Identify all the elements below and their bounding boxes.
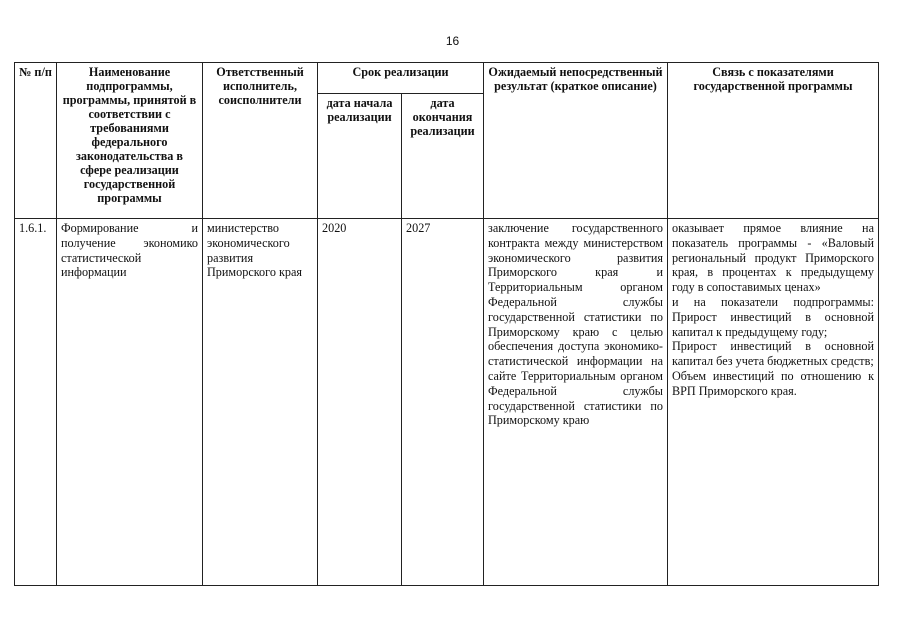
cell-result: заключение государственного контракта между министерством экономического развития Приморского края и Территориальным органом Федеральной службы государственной статистики по Приморскому краю с целью обеспечения доступа экономико-статистической информации на сайте Территориальным органом Федеральной службы государственной статистики по Приморскому краю — [484, 219, 668, 586]
header-name: Наименование подпрограммы, программы, принятой в соответствии с требованиями федерального законодательства в сфере реализации государственной программы — [57, 63, 203, 219]
header-executor: Ответственный исполнитель, соисполнители — [203, 63, 318, 219]
header-link: Связь с показателями государственной программы — [668, 63, 879, 219]
header-period: Срок реализации — [318, 63, 484, 94]
page-number: 16 — [445, 34, 460, 48]
cell-start: 2020 — [318, 219, 402, 586]
header-result: Ожидаемый непосредственный результат (краткое описание) — [484, 63, 668, 219]
table-header-row — [15, 63, 879, 94]
table-row — [15, 219, 879, 586]
cell-executor: министерство экономического развития Приморского края — [203, 219, 318, 586]
cell-link — [668, 219, 879, 586]
header-num: № п/п — [15, 63, 57, 219]
link-text-4: Объем инвестиций по отношению к ВРП Приморского края. — [672, 368, 874, 398]
link-text-2: и на показатели подпрограммы: Прирост инвестиций в основной капитал к предыдущему году; — [672, 294, 874, 339]
program-table — [14, 62, 879, 586]
cell-num: 1.6.1. — [15, 219, 57, 586]
header-start: дата начала реализации — [318, 94, 402, 219]
cell-end: 2027 — [402, 219, 484, 586]
cell-name: Формирование и получение экономико статистической информации — [57, 219, 203, 586]
link-text-1: оказывает прямое влияние на показатель программы - «Валовый региональный продукт Приморского края, в процентах к предыдущему году в сопоставимых ценах» — [672, 221, 874, 295]
link-text-3: Прирост инвестиций в основной капитал без учета бюджетных средств; — [672, 339, 874, 369]
header-end: дата окончания реализации — [402, 94, 484, 219]
